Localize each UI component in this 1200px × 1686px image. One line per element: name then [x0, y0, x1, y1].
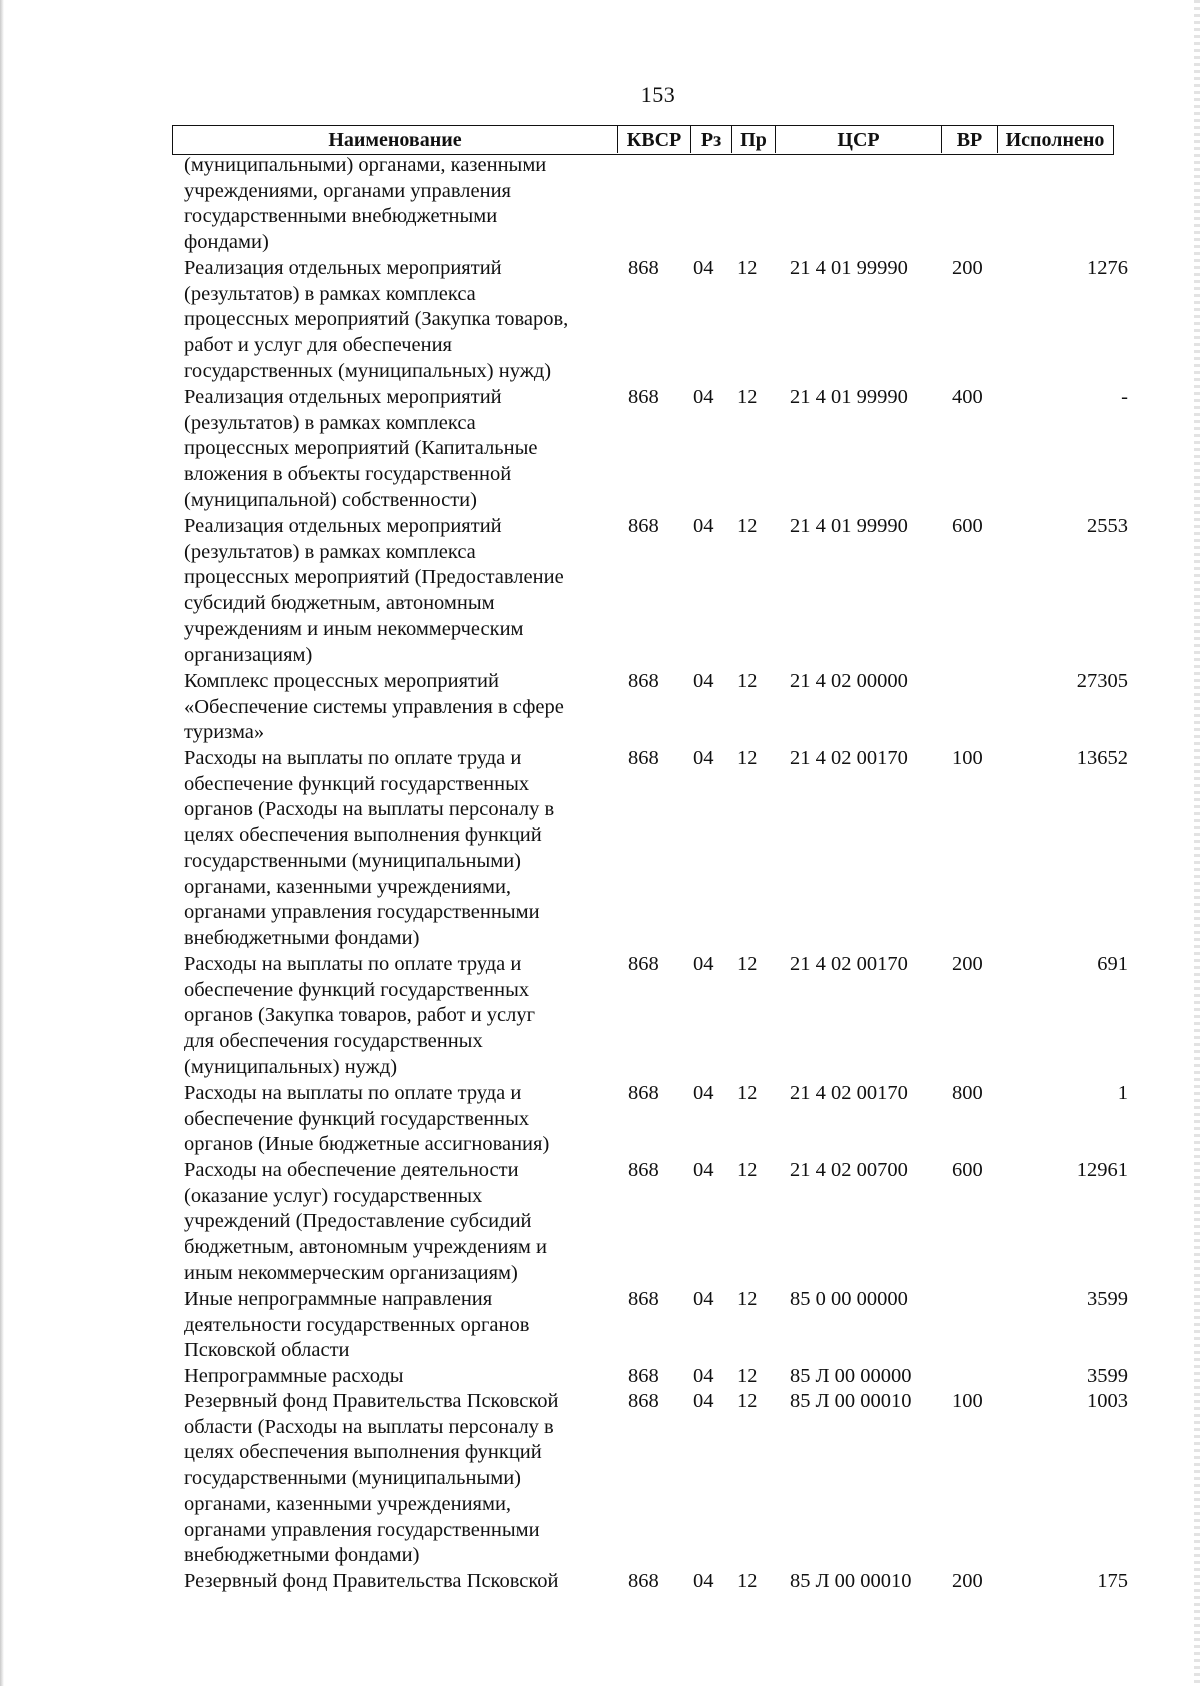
row-rz: 04: [693, 747, 714, 769]
row-isp: 1003: [1087, 1390, 1128, 1412]
row-isp: 13652: [1076, 747, 1128, 769]
row-csr: 21 4 02 00170: [790, 1082, 908, 1104]
row-name: Расходы на выплаты по оплате труда и обеспечение функций государственных органов (Закупка товаров, работ и услуг для обеспечения государственных (муниципальных) нужд): [184, 953, 536, 1078]
row-csr: 85 0 00 00000: [790, 1288, 908, 1310]
row-pr: 12: [737, 953, 758, 975]
header-name: Наименование: [328, 129, 462, 151]
row-pr: 12: [737, 1288, 758, 1310]
row-pr: 12: [737, 1082, 758, 1104]
row-pr: 12: [737, 670, 758, 692]
row-isp: 27305: [1076, 670, 1128, 692]
row-rz: 04: [693, 1082, 714, 1104]
row-rz: 04: [693, 1570, 714, 1592]
row-vr: 200: [952, 257, 983, 279]
header-pr: Пр: [731, 126, 775, 153]
row-vr: 200: [952, 953, 983, 975]
row-isp: 691: [1097, 953, 1128, 975]
row-name: Реализация отдельных мероприятий (результатов) в рамках комплекса процессных мероприятий (Капитальные вложения в объекты государственной (муниципальной) собственности): [184, 386, 538, 511]
header-kvsr: КВСР: [617, 126, 690, 153]
row-isp: 1: [1117, 1082, 1128, 1104]
row-kvsr: 868: [628, 1365, 659, 1387]
row-rz: 04: [693, 1288, 714, 1310]
page-number: 153: [640, 82, 676, 107]
row-rz: 04: [693, 386, 714, 408]
row-kvsr: 868: [628, 747, 659, 769]
row-isp: 175: [1097, 1570, 1128, 1592]
row-rz: 04: [693, 953, 714, 975]
row-name: Резервный фонд Правительства Псковской области (Расходы на выплаты персоналу в целях обеспечения выполнения функций государственными (муниципальными) органами, казенными учреждениями, органами управления государственными внебюджетными фондами): [184, 1390, 559, 1567]
row-pr: 12: [737, 257, 758, 279]
row-name: Резервный фонд Правительства Псковской: [184, 1570, 559, 1592]
row-pr: 12: [737, 515, 758, 537]
row-kvsr: 868: [628, 1288, 659, 1310]
row-rz: 04: [693, 515, 714, 537]
row-rz: 04: [693, 1159, 714, 1181]
header-rz: Рз: [690, 126, 731, 153]
row-kvsr: 868: [628, 515, 659, 537]
row-vr: 100: [952, 747, 983, 769]
table-header: [172, 125, 1114, 155]
row-vr: 100: [952, 1390, 983, 1412]
row-name: (муниципальными) органами, казенными учреждениями, органами управления государственными внебюджетными фондами): [184, 154, 547, 254]
row-isp: 2553: [1087, 515, 1128, 537]
row-name: Реализация отдельных мероприятий (результатов) в рамках комплекса процессных мероприятий (Закупка товаров, работ и услуг для обеспечения государственных (муниципальных) нужд): [184, 257, 569, 382]
row-csr: 21 4 02 00170: [790, 953, 908, 975]
header-isp: Исполнено: [997, 126, 1112, 153]
row-csr: 21 4 02 00700: [790, 1159, 908, 1181]
row-rz: 04: [693, 670, 714, 692]
row-vr: 400: [952, 386, 983, 408]
row-csr: 21 4 02 00000: [790, 670, 908, 692]
row-csr: 21 4 01 99990: [790, 257, 908, 279]
row-vr: 600: [952, 1159, 983, 1181]
row-kvsr: 868: [628, 1570, 659, 1592]
row-kvsr: 868: [628, 257, 659, 279]
row-csr: 21 4 02 00170: [790, 747, 908, 769]
row-rz: 04: [693, 1390, 714, 1412]
scan-edge-left: [0, 0, 4, 1686]
row-isp: 3599: [1087, 1288, 1128, 1310]
row-name: Непрограммные расходы: [184, 1365, 404, 1387]
row-name: Расходы на обеспечение деятельности (оказание услуг) государственных учреждений (Предоставление субсидий бюджетным, автономным учреждениям и иным некоммерческим организациям): [184, 1159, 547, 1284]
row-kvsr: 868: [628, 1082, 659, 1104]
header-csr: ЦСР: [775, 126, 941, 153]
header-vr: ВР: [941, 126, 997, 153]
row-kvsr: 868: [628, 670, 659, 692]
row-pr: 12: [737, 386, 758, 408]
row-pr: 12: [737, 1159, 758, 1181]
row-name: Расходы на выплаты по оплате труда и обеспечение функций государственных органов (Расходы на выплаты персоналу в целях обеспечения выполнения функций государственными (муниципальными) органами, казенными учреждениями, органами управления государственными внебюджетными фондами): [184, 747, 555, 949]
row-kvsr: 868: [628, 1159, 659, 1181]
row-csr: 21 4 01 99990: [790, 515, 908, 537]
row-kvsr: 868: [628, 386, 659, 408]
row-vr: 200: [952, 1570, 983, 1592]
row-rz: 04: [693, 257, 714, 279]
scan-edge-right: [1194, 0, 1200, 1686]
row-pr: 12: [737, 1390, 758, 1412]
row-csr: 85 Л 00 00010: [790, 1390, 912, 1412]
row-name: Иные непрограммные направления деятельности государственных органов Псковской области: [184, 1288, 530, 1362]
row-csr: 21 4 01 99990: [790, 386, 908, 408]
row-vr: 600: [952, 515, 983, 537]
row-pr: 12: [737, 1365, 758, 1387]
row-kvsr: 868: [628, 953, 659, 975]
row-csr: 85 Л 00 00010: [790, 1570, 912, 1592]
row-kvsr: 868: [628, 1390, 659, 1412]
row-pr: 12: [737, 1570, 758, 1592]
row-rz: 04: [693, 1365, 714, 1387]
row-name: Реализация отдельных мероприятий (результатов) в рамках комплекса процессных мероприятий (Предоставление субсидий бюджетным, автономным учреждениям и иным некоммерческим организациям): [184, 515, 564, 666]
row-isp: -: [1121, 386, 1128, 408]
row-pr: 12: [737, 747, 758, 769]
row-name: Расходы на выплаты по оплате труда и обеспечение функций государственных органов (Иные бюджетные ассигнования): [184, 1082, 550, 1156]
row-isp: 1276: [1087, 257, 1128, 279]
row-vr: 800: [952, 1082, 983, 1104]
row-name: Комплекс процессных мероприятий «Обеспечение системы управления в сфере туризма»: [184, 670, 564, 744]
row-isp: 12961: [1076, 1159, 1128, 1181]
row-csr: 85 Л 00 00000: [790, 1365, 912, 1387]
row-isp: 3599: [1087, 1365, 1128, 1387]
